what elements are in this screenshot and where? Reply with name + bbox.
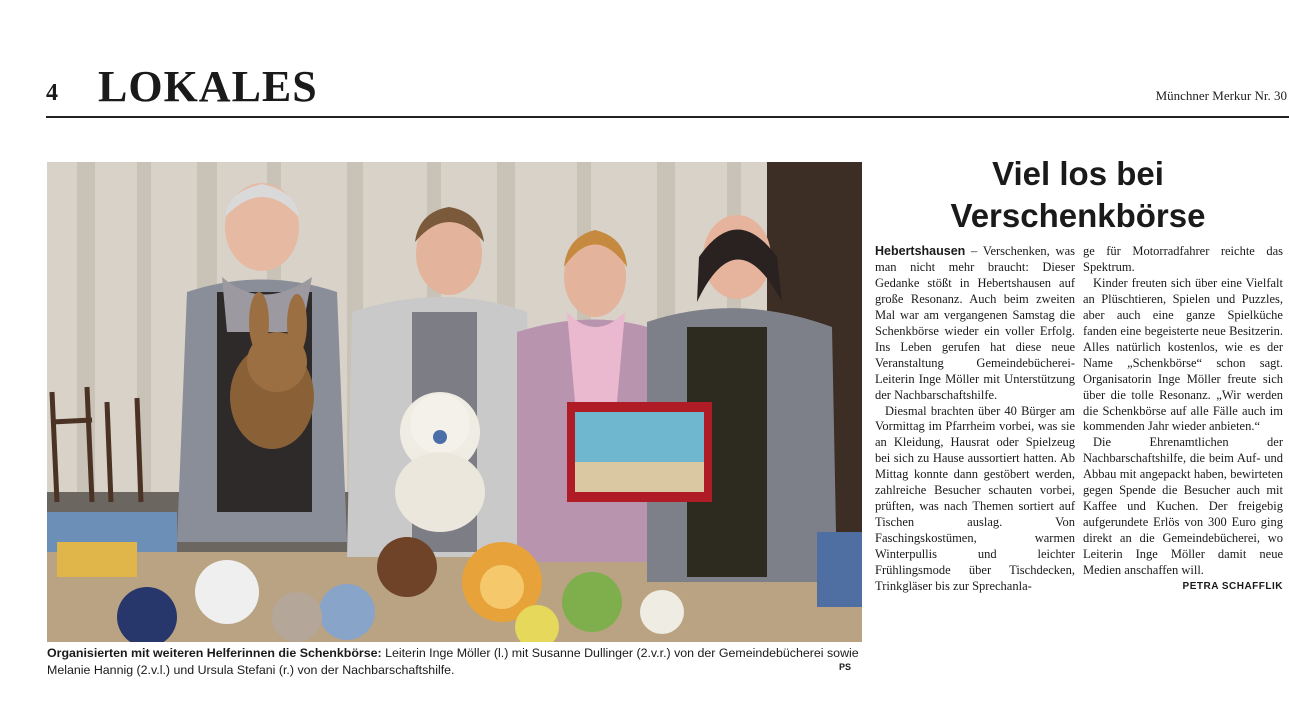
photo-caption — [47, 645, 862, 679]
paragraph: Hebertshausen – Verschenken, was man nicht mehr braucht: Dieser Gedanke stößt in Hebertshausen auf große Resonanz. Auch beim zweiten Mal war am vergangenen Samstag die Schenkbörse wieder ein voller Erfolg. Ins Leben gerufen hat diese neue Veranstaltung Gemeindebücherei-Leiterin Inge Möller mit Unterstützung der Nachbarschaftshilfe. — [875, 244, 1075, 402]
dateline: Hebertshausen — [875, 244, 966, 258]
article-column-2 — [1083, 244, 1283, 595]
article-column-1 — [875, 244, 1075, 595]
masthead — [46, 62, 1289, 116]
article-headline — [872, 153, 1284, 237]
article-photo — [47, 162, 862, 642]
paragraph: Die Ehrenamtlichen der Nachbarschaftshilfe, die beim Auf- und Abbau mit angepackt haben, bewirteten gegen Spende die Besucher auch mit Kaffee und Kuchen. Der freigebig aufgerundete Erlös von 300 Euro ging direkt an die Gemeindebücherei, wo Leiterin Inge Möller damit neue Medien anschaffen will. PETRA SCHAFFLIK — [1083, 435, 1283, 579]
paragraph: ge für Motorradfahrer reichte das Spektrum. — [1083, 244, 1283, 274]
caption-text: Leiterin Inge Möller (l.) mit Susanne Dullinger (2.v.r.) von der Gemeindebücherei sowie Melanie Hannig (2.v.l.) und Ursula Stefani (r.) von der Nachbarschaftshilfe. — [47, 646, 859, 677]
headline-line-2: Verschenkbörse — [950, 197, 1206, 234]
section-title: LOKALES — [98, 62, 318, 111]
caption-bold: Organisierten mit weiteren Helferinnen die Schenkbörse: — [47, 646, 382, 660]
author-name: PETRA SCHAFFLIK — [1182, 581, 1283, 593]
paper-info: Münchner Merkur Nr. 30 — [1155, 88, 1287, 103]
photo-illustration — [47, 162, 862, 642]
photo-credit: PS — [839, 662, 852, 672]
header-rule — [46, 116, 1289, 118]
page-number: 4 — [46, 80, 58, 106]
paragraph: Diesmal brachten über 40 Bürger am Vormittag im Pfarrheim vorbei, was sie an Kleidung, Hausrat oder Spielzeug bei sich zu Hause aussortiert hatten. Ab Mittag konnte dann gestöbert werden, zahlreiche Besucher schauten vorbei, prüften, was nach Themen sortiert auf Tischen auslag. Von Faschingskostümen, warmen Winterpullis und leichter Frühlingsmode über Tischdecken, Trinkgläser bis zur Sprechanla- — [875, 403, 1075, 594]
headline-line-1: Viel los bei — [992, 155, 1164, 192]
paragraph: Kinder freuten sich über eine Vielfalt an Plüschtieren, Spielen und Puzzles, aber auch eine ganze Spielküche fanden eine begeisterte neue Besitzerin. Alles natürlich kostenlos, wie es der Name „Schenkbörse“ schon sagt. Organisatorin Inge Möller freute sich über die tolle Resonanz. „Wir werden die Schenkbörse auf alle Fälle auch im kommenden Jahr wieder anbieten.“ — [1083, 275, 1283, 434]
